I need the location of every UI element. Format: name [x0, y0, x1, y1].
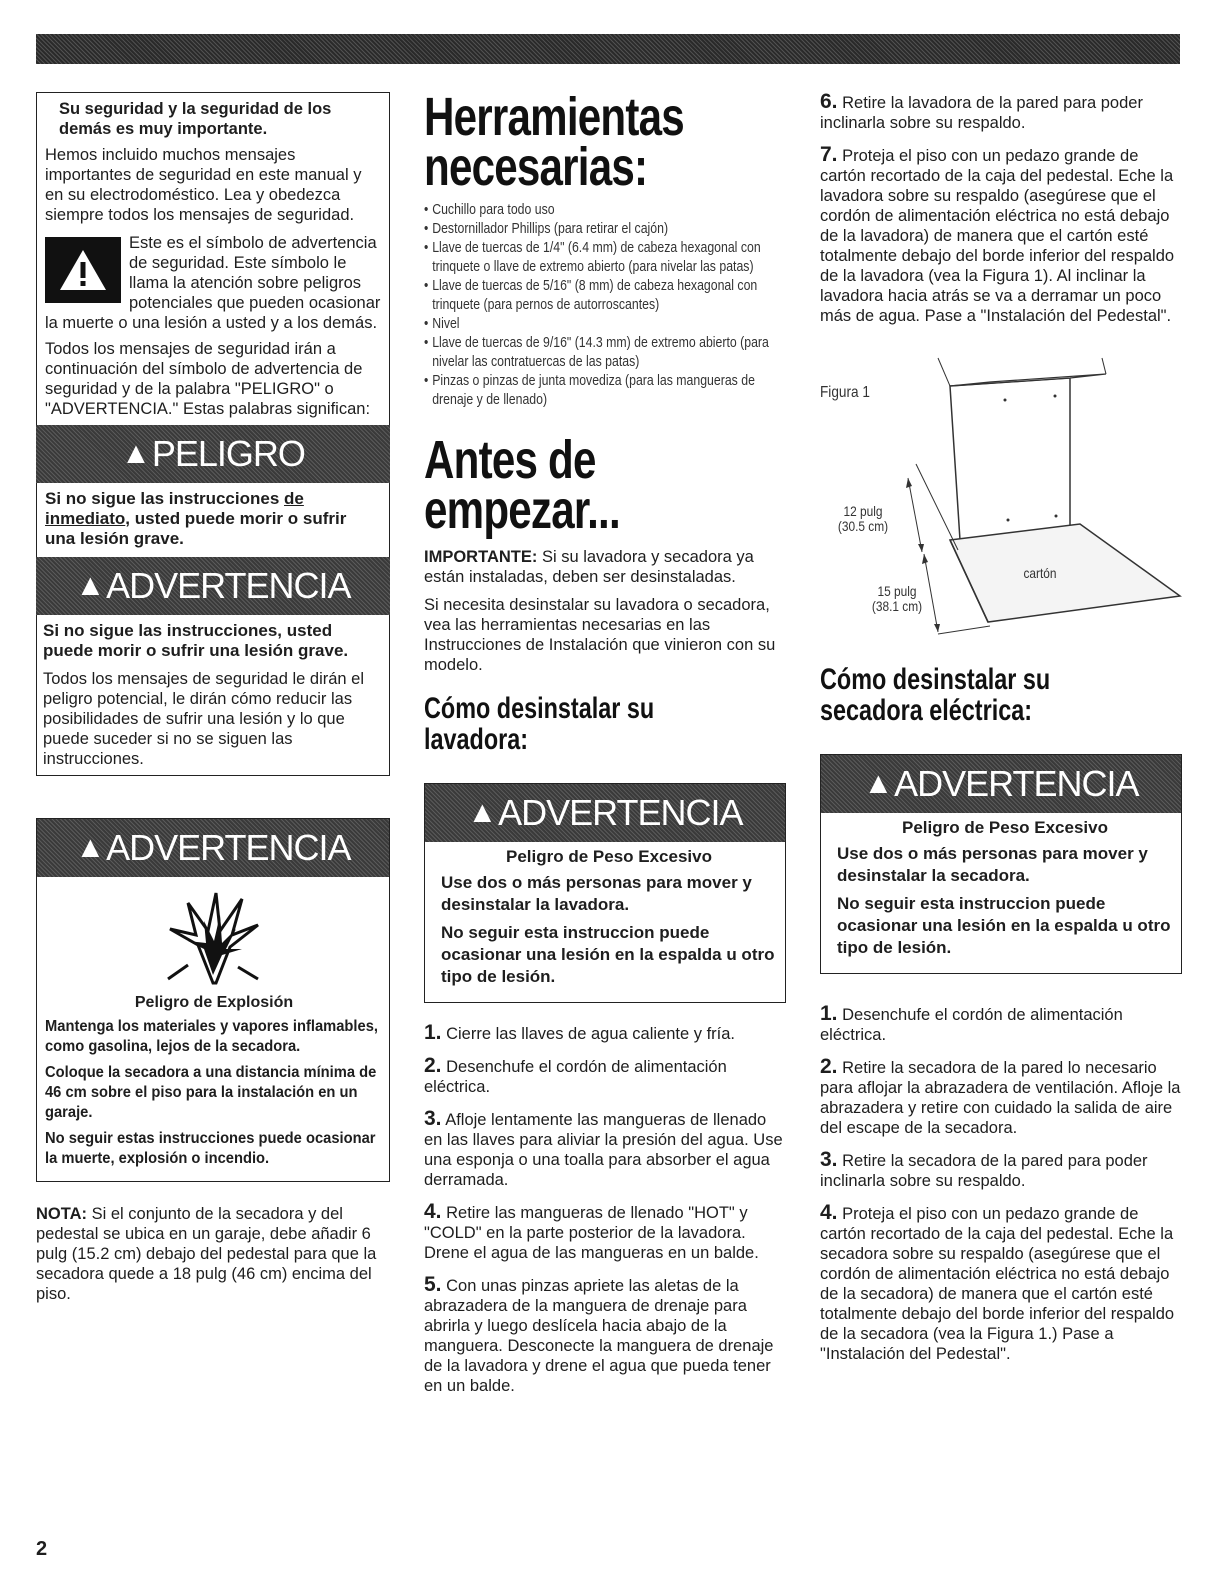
washer-warning-2: No seguir esta instruccion puede ocasionar una lesión en la espalda u otro tipo de lesión.: [441, 923, 775, 986]
explosion-icon: [37, 877, 389, 993]
nota-paragraph: NOTA: Si el conjunto de la secadora y del pedestal se ubica en un garaje, debe añadir 6 pulg (15.2 cm) debajo del pedestal para que la secadora quede a 18 pulg (46 cm) encima del piso.: [36, 1205, 377, 1303]
explosion-banner: ▲ ADVERTENCIA: [37, 819, 389, 877]
column-tools: [424, 87, 786, 1408]
tool-item: • Pinzas o pinzas de junta movediza (para las mangueras de drenaje y de llenado): [424, 371, 794, 409]
safety-box: [36, 92, 390, 425]
dryer-title-line2: secadora eléctrica:: [820, 694, 1033, 727]
tool-item: • Llave de tuercas de 5/16" (8 mm) de cabeza hexagonal con trinquete (para pernos de autorroscantes): [424, 276, 794, 314]
figure-1: [820, 348, 1182, 654]
advertencia-banner: ▲ ADVERTENCIA: [36, 557, 390, 615]
dryer-warning-box: [820, 754, 1182, 974]
washer-step: 6. Retire la lavadora de la pared para poder inclinarla sobre su respaldo.: [820, 90, 1143, 132]
carton-label: cartón: [1023, 565, 1057, 581]
before-title-line2: empezar...: [424, 480, 620, 540]
washer-step: 2. Desenchufe el cordón de alimentación eléctrica.: [424, 1054, 727, 1096]
washer-warning-box: [424, 783, 786, 1003]
tool-item: • Cuchillo para todo uso: [424, 200, 794, 219]
explosion-para-2: Coloque la secadora a una distancia mínima de 46 cm sobre el piso para la instalación en un garaje.: [45, 1064, 377, 1121]
washer-title-line2: lavadora:: [424, 723, 529, 756]
tool-item: • Llave de tuercas de 1/4" (6.4 mm) de cabeza hexagonal con trinquete o llave de extremo abierto (para nivelar las patas): [424, 238, 794, 276]
warning-triangle-icon: ▲: [467, 796, 497, 829]
dimension-12-label: 12 pulg (30.5 cm): [837, 503, 889, 534]
tools-title-line2: necesarias:: [424, 137, 648, 197]
tool-item: • Destornillador Phillips (para retirar el cajón): [424, 219, 794, 238]
washer-title-line1: Cómo desinstalar su: [424, 692, 655, 725]
figure-label: Figura 1: [820, 384, 870, 401]
dryer-warning-title: Peligro de Peso Excesivo: [902, 818, 1108, 837]
warning-triangle-icon: ▲: [863, 767, 893, 800]
page-number: 2: [36, 1538, 48, 1560]
dryer-warning-2: No seguir esta instruccion puede ocasionar una lesión en la espalda u otro tipo de lesión.: [837, 894, 1171, 957]
column-washer-dryer: [820, 92, 1182, 1376]
advertencia-box: [36, 615, 390, 776]
dryer-step: 2. Retire la secadora de la pared lo necesario para aflojar la abrazadera de ventilación. Afloje la abrazadera y retire con cuidado la salida de aire del escape de la secadora.: [820, 1055, 1181, 1137]
washer-warning-title: Peligro de Peso Excesivo: [506, 847, 712, 866]
peligro-banner: ▲ PELIGRO: [36, 425, 390, 483]
tool-item: • Nivel: [424, 314, 794, 333]
dryer-warning-1: Use dos o más personas para mover y desinstalar la secadora.: [837, 844, 1148, 885]
top-decorative-bar: [36, 34, 1180, 64]
dryer-warning-banner: ▲ ADVERTENCIA: [821, 755, 1181, 813]
explosion-title: Peligro de Explosión: [134, 994, 294, 1011]
washer-step: 5. Con unas pinzas apriete las aletas de la abrazadera de la manguera de drenaje para abrirla y luego deslícela hacia abajo de la manguera. Desconecte la manguera de drenaje de la lavadora y drene el agua que pueda tener en un balde.: [424, 1273, 774, 1395]
washer-step: 3. Afloje lentamente las mangueras de llenado en las llaves para aliviar la presión del agua. Use una esponja o una toalla para absorber el agua derramada.: [424, 1107, 783, 1189]
all-messages-text: Todos los mensajes de seguridad le dirán el peligro potencial, le dirán cómo reducir las posibilidades de sufrir una lesión y lo que puede suceder si no se siguen las instrucciones.: [43, 670, 365, 768]
washer-step: 1. Cierre las llaves de agua caliente y fría.: [424, 1021, 735, 1044]
before-paragraph: Si necesita desinstalar su lavadora o secadora, vea las herramientas necesarias en las Instrucciones de Instalación que vinieron con su modelo.: [424, 596, 776, 674]
dryer-title-line1: Cómo desinstalar su: [820, 663, 1051, 696]
dryer-step: 1. Desenchufe el cordón de alimentación eléctrica.: [820, 1002, 1123, 1044]
washer-step: 7. Proteja el piso con un pedazo grande de cartón recortado de la caja del pedestal. Eche la lavadora sobre su respaldo (asegúrese que el cordón de alimentación eléctrica no está debajo de la lavadora) de manera que el cartón esté totalmente debajo del borde inferior del respaldo de la lavadora (vea la Figura 1). Al inclinar la lavadora hacia atrás se va a derramar un poco más de agua. Pase a "Instalación del Pedestal".: [820, 143, 1175, 325]
warning-triangle-icon: ▲: [121, 437, 150, 470]
symbol-block: [45, 233, 383, 333]
safety-heading: Su seguridad y la seguridad de los demás es muy importante.: [59, 100, 332, 138]
safety-intro: Hemos incluido muchos mensajes importantes de seguridad en este manual y en su electrodoméstico. Lea y obedezca siempre todos los mensajes de seguridad.: [45, 146, 362, 224]
column-safety: [36, 92, 390, 1304]
symbol-text: Este es el símbolo de advertencia de seguridad. Este símbolo le llama la atención sobre peligros potenciales que pueden ocasionar la muerte o una lesión a usted y a los demás.: [45, 234, 381, 332]
advertencia-text: Si no sigue las instrucciones, usted puede morir o sufrir una lesión grave.: [43, 621, 349, 660]
important-paragraph: IMPORTANTE: Si su lavadora y secadora ya están instaladas, deben ser desinstaladas.: [424, 548, 754, 586]
washer-warning-banner: ▲ ADVERTENCIA: [425, 784, 785, 842]
before-title-line1: Antes de: [424, 430, 596, 490]
tools-list: [424, 200, 786, 409]
explosion-para-1: Mantenga los materiales y vapores inflamables, como gasolina, lejos de la secadora.: [45, 1018, 378, 1055]
explosion-warning-box: [36, 818, 390, 1182]
warning-triangle-icon: ▲: [75, 569, 105, 602]
washer-warning-1: Use dos o más personas para mover y desinstalar la lavadora.: [441, 873, 752, 914]
dryer-steps: [820, 1004, 1182, 1364]
dimension-15-label: 15 pulg (38.1 cm): [871, 583, 923, 614]
explosion-para-3: No seguir estas instrucciones puede ocasionar la muerte, explosión o incendio.: [45, 1130, 376, 1167]
tool-item: • Llave de tuercas de 9/16" (14.3 mm) de extremo abierto (para nivelar las contratuercas de las patas): [424, 333, 794, 371]
safety-alert-symbol-icon: [45, 237, 121, 303]
tools-title-line1: Herramientas: [424, 87, 684, 147]
warning-triangle-icon: ▲: [75, 831, 105, 864]
signal-words-text: Todos los mensajes de seguridad irán a continuación del símbolo de advertencia de seguridad y de la palabra "PELIGRO" o "ADVERTENCIA." Estas palabras significan:: [45, 340, 371, 418]
dryer-step: 4. Proteja el piso con un pedazo grande de cartón recortado de la caja del pedestal. Eche la secadora sobre su respaldo (asegúrese que el cordón de alimentación eléctrica no está debajo de la secadora) de manera que el cartón esté totalmente debajo del borde inferior del respaldo de la secadora (vea la Figura 1.) Pase a "Instalación del Pedestal".: [820, 1201, 1175, 1363]
washer-steps: [424, 1023, 786, 1396]
peligro-text: Si no sigue las instrucciones de inmediato, usted puede morir o sufrir una lesión grave.: [36, 483, 390, 557]
washer-step: 4. Retire las mangueras de llenado "HOT" y "COLD" en la parte posterior de la lavadora. Drene el agua de las mangueras en un balde.: [424, 1200, 759, 1262]
dryer-step: 3. Retire la secadora de la pared para poder inclinarla sobre su respaldo.: [820, 1148, 1148, 1190]
